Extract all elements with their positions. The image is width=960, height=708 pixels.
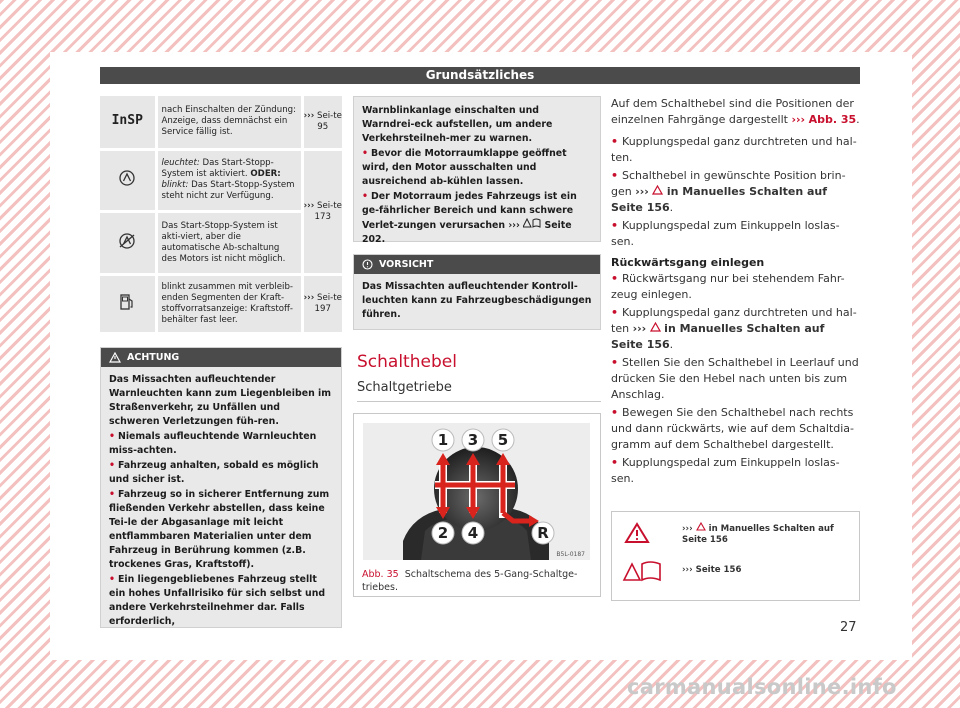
table-cell-text: blinkt zusammen mit verbleib-enden Segmenten der Kraft-stoffvorratsanzeige: Kraftstoff-behälter fast leer.	[156, 274, 302, 333]
fuel-pump-icon	[100, 274, 156, 333]
section-subtitle: Schaltgetriebe	[357, 380, 601, 402]
indicator-table	[100, 96, 342, 335]
ref-arrow: ›››	[303, 110, 315, 121]
text-leuchtet: Das Start-Stopp-System ist aktiviert.	[161, 158, 274, 179]
inspection-icon-text: InSP	[111, 113, 143, 129]
warning-triangle-icon	[650, 322, 661, 332]
list-item: • Kupplungspedal zum Einkuppeln loslas-sen.	[611, 456, 840, 485]
table-cell-text: Das Start-Stopp-System ist akti-viert, aber die automatische Ab-schaltung des Motors ist nicht möglich.	[156, 211, 302, 274]
achtung-header	[101, 348, 341, 367]
figure-code: B5L-0187	[556, 551, 585, 558]
figure-box	[353, 413, 601, 597]
info-circle-icon	[362, 259, 373, 270]
vorsicht-title: VORSICHT	[379, 259, 434, 270]
list-item: • Niemals aufleuchtende Warnleuchten miss-achten.	[109, 430, 317, 456]
achtung-title: ACHTUNG	[127, 351, 180, 363]
intro-paragraph: Auf dem Schalthebel sind die Positionen der einzelnen Fahrgänge dargestellt ››› Abb. 35.	[611, 97, 860, 126]
subsection-heading: Rückwärtsgang einlegen	[611, 256, 765, 269]
table-cell-text	[156, 149, 302, 211]
continued-intro: Warnblinkanlage einschalten und Warndrei-eck aufstellen, um andere Verkehrsteilneh-mer zu warnen.	[362, 105, 553, 144]
table-cell-ref[interactable]	[302, 96, 342, 149]
achtung-intro: Das Missachten aufleuchtender Warnleuchten kann zum Liegenbleiben im Straßenverkehr, zu Unfällen und schweren Verletzungen füh-ren.	[109, 373, 331, 427]
table-cell-ref[interactable]	[302, 149, 342, 274]
vorsicht-header	[354, 255, 600, 274]
figure-caption-label: Abb. 35	[362, 569, 399, 580]
gear-label-1: 1	[437, 431, 449, 449]
figure-caption	[362, 568, 592, 594]
list-item: • Ein liegengebliebenes Fahrzeug stellt ein hohes Unfallrisiko für sich selbst und andere Verkehrsteilnehmer dar. Falls erforderlich,	[109, 573, 326, 627]
list-item: • Kupplungspedal ganz durchtreten und hal-ten.	[611, 135, 857, 164]
gear-label-5: 5	[497, 431, 509, 449]
note-line-1[interactable]: ››› in Manuelles Schalten auf	[682, 524, 834, 534]
ref-arrow[interactable]: ›››	[635, 185, 649, 198]
table-cell-text: nach Einschalten der Zündung: Anzeige, dass demnächst ein Service fällig ist.	[156, 96, 302, 149]
ref-page: Sei-te 95	[316, 110, 342, 132]
achtung-body	[101, 367, 341, 638]
list-item: • Der Motorraum jedes Fahrzeugs ist ein ge-fährlicher Bereich und kann schwere Verlet-zungen verursachen ››› Seite 202.	[362, 191, 577, 245]
gear-label-2: 2	[437, 524, 449, 542]
page-number: 27	[840, 620, 857, 635]
gear-label-r: R	[537, 524, 549, 542]
warning-triangle-icon	[696, 522, 706, 531]
text-oder: ODER:	[250, 169, 281, 179]
table-row	[100, 149, 342, 211]
list-item: • Bevor die Motorraumklappe geöffnet wird, den Motor ausschalten und ausreichend ab-kühlen lassen.	[362, 148, 567, 187]
book-wrench-icon	[622, 560, 662, 582]
achtung-box	[100, 347, 342, 628]
warning-book-icon	[523, 218, 541, 228]
ref-arrow: ›››	[303, 200, 315, 211]
ref-arrow[interactable]: ›››	[508, 220, 520, 231]
manual-shift-ref[interactable]: in Manuelles Schalten auf Seite 156	[611, 185, 828, 214]
note-line-2[interactable]: ››› Seite 156	[682, 565, 742, 575]
achtung-continued-box	[353, 96, 601, 245]
section-title: Schalthebel	[357, 352, 457, 372]
inspection-icon	[100, 96, 156, 149]
start-stop-icon	[100, 149, 156, 211]
warning-triangle-icon	[109, 352, 121, 363]
list-item: • Schalthebel in gewünschte Position brin-gen ››› in Manuelles Schalten auf Seite 156.	[611, 169, 846, 214]
table-cell-ref[interactable]	[302, 274, 342, 333]
list-item: • Kupplungspedal ganz durchtreten und hal-ten ››› in Manuelles Schalten auf Seite 156.	[611, 306, 857, 351]
column-right	[611, 96, 860, 489]
list-item: • Bewegen Sie den Schalthebel nach rechts und dann rückwärts, wie auf dem Schaltdia-gramm auf dem Schalthebel dargestellt.	[611, 406, 855, 451]
list-item: • Rückwärtsgang nur bei stehendem Fahr-zeug einlegen.	[611, 272, 845, 301]
manual-shift-ref[interactable]: in Manuelles Schalten auf Seite 156	[611, 322, 825, 351]
warning-triangle-icon	[652, 185, 663, 195]
label-blinkt: blinkt:	[161, 180, 189, 190]
warning-triangle-icon	[624, 522, 650, 544]
figure-caption-text: Schaltschema des 5-Gang-Schaltge-triebes.	[362, 569, 578, 593]
gear-label-3: 3	[467, 431, 479, 449]
page-header: Grundsätzliches	[100, 67, 860, 84]
ref-page: Sei-te 197	[314, 292, 342, 314]
ref-arrow: ›››	[303, 292, 315, 303]
list-item: • Stellen Sie den Schalthebel in Leerlauf und drücken Sie den Hebel nach unten bis zum Anschlag.	[611, 356, 859, 401]
list-item: • Fahrzeug so in sicherer Entfernung zum fließenden Verkehr abstellen, dass keine Tei-le der Abgasanlage mit leicht entflammbaren Materialien unter dem Fahrzeug in Berührung kommen (z.B. trockenes Gras, Kraftstoff).	[109, 488, 330, 570]
text-blinkt: Das Start-Stopp-System steht nicht zur Verfügung.	[161, 180, 295, 201]
ref-arrow[interactable]: ›››	[791, 113, 806, 126]
list-item: • Kupplungspedal zum Einkuppeln loslas-sen.	[611, 219, 840, 248]
gear-shift-illustration	[363, 423, 590, 560]
vorsicht-text: Das Missachten aufleuchtender Kontroll-leuchten kann zu Fahrzeugbeschädigungen führen.	[362, 281, 592, 320]
figure-ref-link[interactable]: Abb. 35	[808, 113, 857, 126]
gear-label-4: 4	[467, 524, 479, 542]
label-leuchtet: leuchtet:	[161, 158, 200, 168]
column-middle	[353, 96, 601, 597]
column-left	[100, 96, 342, 628]
vorsicht-box	[353, 254, 601, 330]
table-row	[100, 274, 342, 333]
table-row	[100, 96, 342, 149]
ref-page: Seite 202.	[362, 220, 572, 245]
note-line-1b[interactable]: Seite 156	[682, 535, 728, 545]
ref-arrow[interactable]: ›››	[632, 322, 647, 335]
achtung-continued-body	[354, 97, 600, 256]
list-item: • Fahrzeug anhalten, sobald es möglich und sicher ist.	[109, 459, 319, 485]
start-stop-off-icon	[100, 211, 156, 274]
ref-page: Sei-te 173	[314, 200, 342, 222]
reference-note-box	[611, 511, 860, 601]
watermark: carmanualsonline.info	[627, 675, 897, 699]
